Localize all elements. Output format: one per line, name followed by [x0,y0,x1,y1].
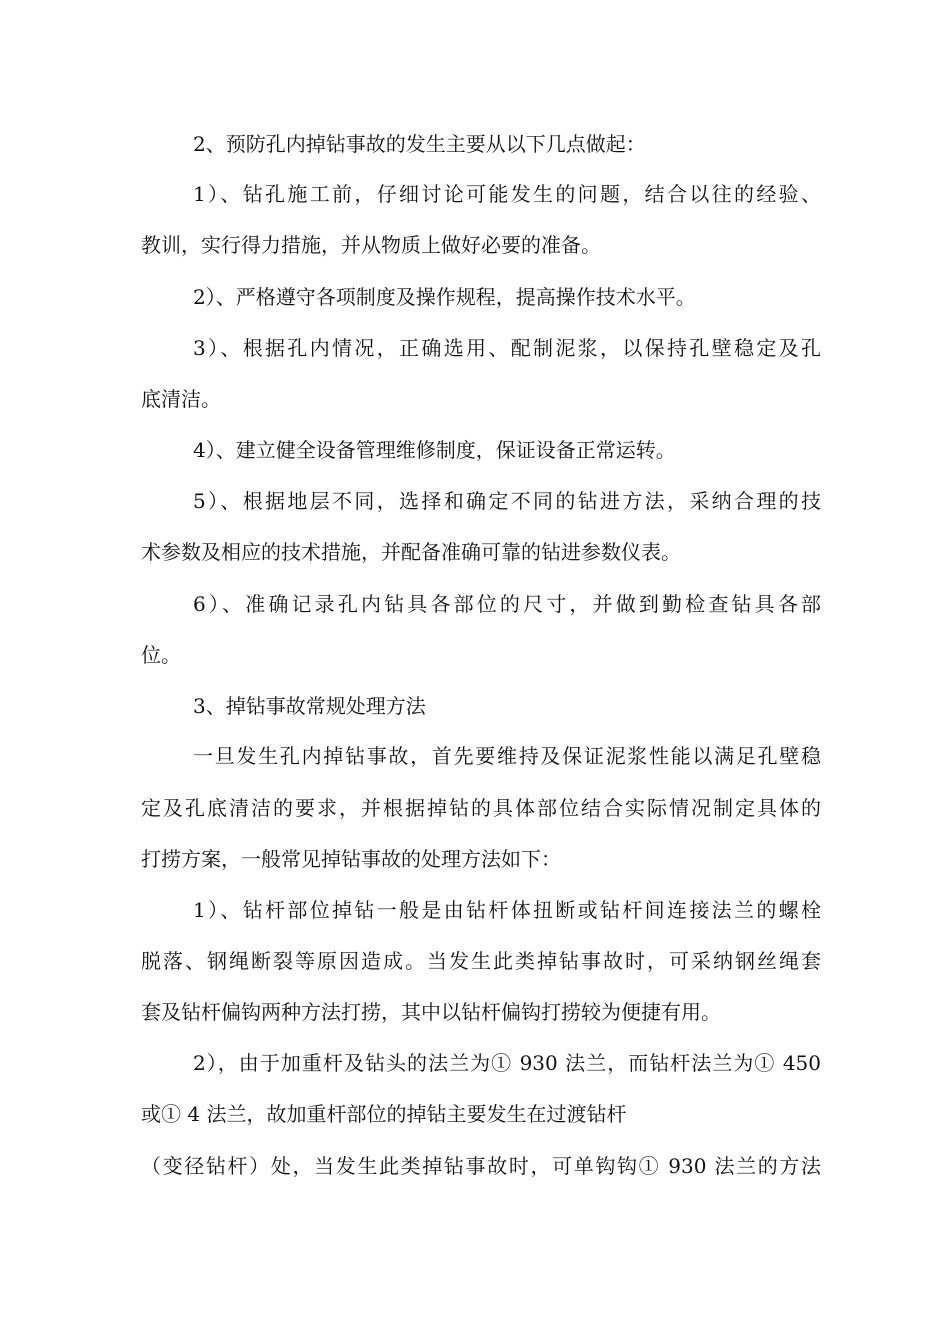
paragraph-line: 1）、钻孔施工前，仔细讨论可能发生的问题，结合以往的经验、 [193,182,821,206]
heading-handling-methods: 3、掉钻事故常规处理方法 [193,694,426,718]
paragraph-line: 5）、根据地层不同，选择和确定不同的钻进方法，采纳合理的技 [193,489,821,513]
paragraph-line: 4）、建立健全设备管理维修制度，保证设备正常运转。 [193,438,676,462]
paragraph-line: 术参数及相应的技术措施，并配备准确可靠的钻进参数仪表。 [141,540,681,564]
paragraph-line: 套及钻杆偏钩两种方法打捞，其中以钻杆偏钩打捞较为便捷有用。 [141,1000,721,1024]
heading-prevention: 2、预防孔内掉钻事故的发生主要从以下几点做起： [193,132,646,156]
paragraph-line: 1）、钻杆部位掉钻一般是由钻杆体扭断或钻杆间连接法兰的螺栓 [193,898,821,922]
paragraph-line: 打捞方案，一般常见掉钻事故的处理方法如下： [141,847,561,871]
paragraph-line: 或① 4 法兰，故加重杆部位的掉钻主要发生在过渡钻杆 [141,1102,627,1126]
paragraph-line: 一旦发生孔内掉钻事故，首先要维持及保证泥浆性能以满足孔壁稳 [193,744,821,768]
paragraph-line: 脱落、钢绳断裂等原因造成。当发生此类掉钻事故时，可采纳钢丝绳套 [141,949,821,973]
paragraph-line: （变径钻杆）处，当发生此类掉钻事故时，可单钩钩① 930 法兰的方法 [141,1154,821,1178]
paragraph-line: 2），由于加重杆及钻头的法兰为① 930 法兰，而钻杆法兰为① 450 [193,1051,821,1075]
paragraph-line: 位。 [141,643,181,667]
paragraph-line: 2）、严格遵守各项制度及操作规程，提高操作技术水平。 [193,285,696,309]
paragraph-line: 6）、准确记录孔内钻具各部位的尺寸，并做到勤检查钻具各部 [193,592,821,616]
paragraph-line: 定及孔底清洁的要求，并根据掉钻的具体部位结合实际情况制定具体的 [141,796,821,820]
paragraph-line: 3）、根据孔内情况，正确选用、配制泥浆，以保持孔壁稳定及孔 [193,336,821,360]
paragraph-line: 教训，实行得力措施，并从物质上做好必要的准备。 [141,233,601,257]
paragraph-line: 底清洁。 [141,387,221,411]
